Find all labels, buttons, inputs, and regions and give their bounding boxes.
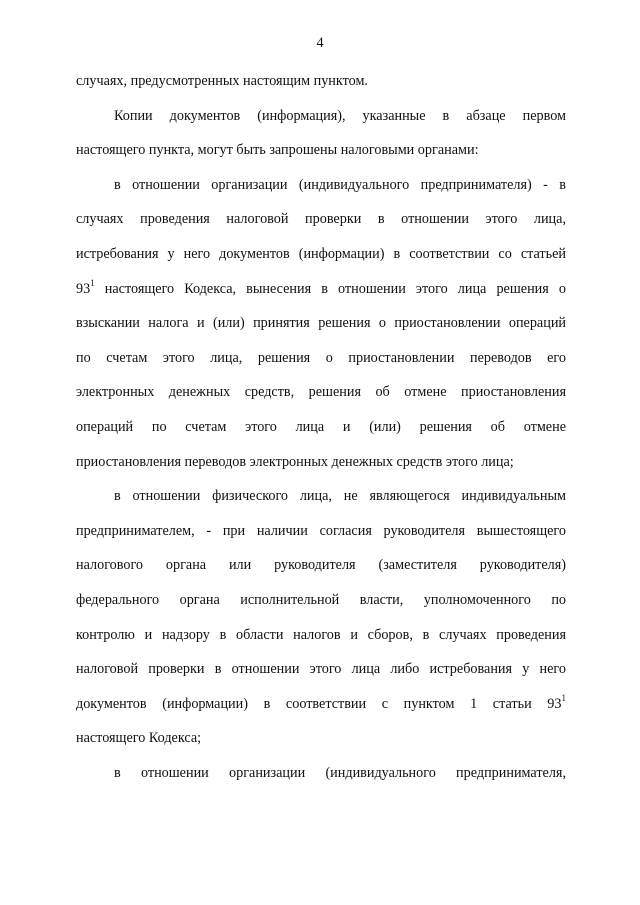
text-segment: приостановления переводов электронных денежных средств этого лица; bbox=[76, 453, 514, 470]
text-line bbox=[76, 237, 566, 272]
text-segment: в отношении организации (индивидуального предпринимателя) - в bbox=[114, 176, 566, 193]
text-line bbox=[76, 548, 566, 583]
text-line bbox=[76, 618, 566, 653]
text-segment: по счетам этого лица, решения о приостановлении переводов его bbox=[76, 349, 566, 366]
text-line bbox=[76, 479, 566, 514]
text-line bbox=[76, 756, 566, 791]
text-line bbox=[76, 721, 566, 756]
text-segment: в отношении организации (индивидуального предпринимателя, bbox=[114, 764, 566, 781]
text-line bbox=[76, 375, 566, 410]
text-segment: случаях, предусмотренных настоящим пунктом. bbox=[76, 73, 368, 89]
text-line bbox=[76, 99, 566, 134]
text-segment: настоящего пункта, могут быть запрошены налоговыми органами: bbox=[76, 142, 479, 159]
text-line bbox=[76, 202, 566, 237]
text-segment: налогового органа или руководителя (заместителя руководителя) bbox=[76, 557, 566, 574]
text-segment: контролю и надзору в области налогов и сборов, в случаях проведения bbox=[76, 626, 566, 643]
text-segment: федерального органа исполнительной власти, уполномоченного по bbox=[76, 591, 566, 608]
text-segment: взыскании налога и (или) принятия решения о приостановлении операций bbox=[76, 315, 566, 332]
text-segment: в отношении физического лица, не являющегося индивидуальным bbox=[114, 488, 566, 505]
text-line bbox=[76, 306, 566, 341]
text-segment: Копии документов (информация), указанные в абзаце первом bbox=[114, 107, 566, 124]
page-number: 4 bbox=[316, 35, 324, 51]
text-line bbox=[76, 133, 566, 168]
text-line bbox=[76, 514, 566, 549]
text-segment: настоящего Кодекса, вынесения в отношении этого лица решения о bbox=[94, 280, 566, 297]
text-line bbox=[76, 272, 566, 307]
text-segment: предпринимателем, - при наличии согласия руководителя вышестоящего bbox=[76, 522, 566, 539]
text-line bbox=[76, 168, 566, 203]
text-segment: электронных денежных средств, решения об отмене приостановления bbox=[76, 384, 566, 401]
text-line bbox=[76, 410, 566, 445]
text-line bbox=[76, 341, 566, 376]
text-line bbox=[76, 64, 566, 99]
text-segment: настоящего Кодекса; bbox=[76, 730, 202, 747]
superscript: 1 bbox=[90, 277, 95, 288]
text-line bbox=[76, 687, 566, 722]
body-text bbox=[76, 64, 566, 790]
text-segment: 93 bbox=[76, 280, 91, 297]
text-segment: налоговой проверки в отношении этого лица либо истребования у него bbox=[76, 661, 566, 678]
superscript: 1 bbox=[561, 692, 566, 703]
text-line bbox=[76, 445, 566, 480]
text-segment: истребования у него документов (информации) в соответствии со статьей bbox=[76, 245, 566, 262]
text-segment: документов (информации) в соответствии с пунктом 1 статьи 93 bbox=[76, 695, 562, 712]
text-segment: случаях проведения налоговой проверки в отношении этого лица, bbox=[76, 211, 566, 228]
text-line bbox=[76, 583, 566, 618]
text-segment: операций по счетам этого лица и (или) решения об отмене bbox=[76, 418, 566, 435]
text-line bbox=[76, 652, 566, 687]
